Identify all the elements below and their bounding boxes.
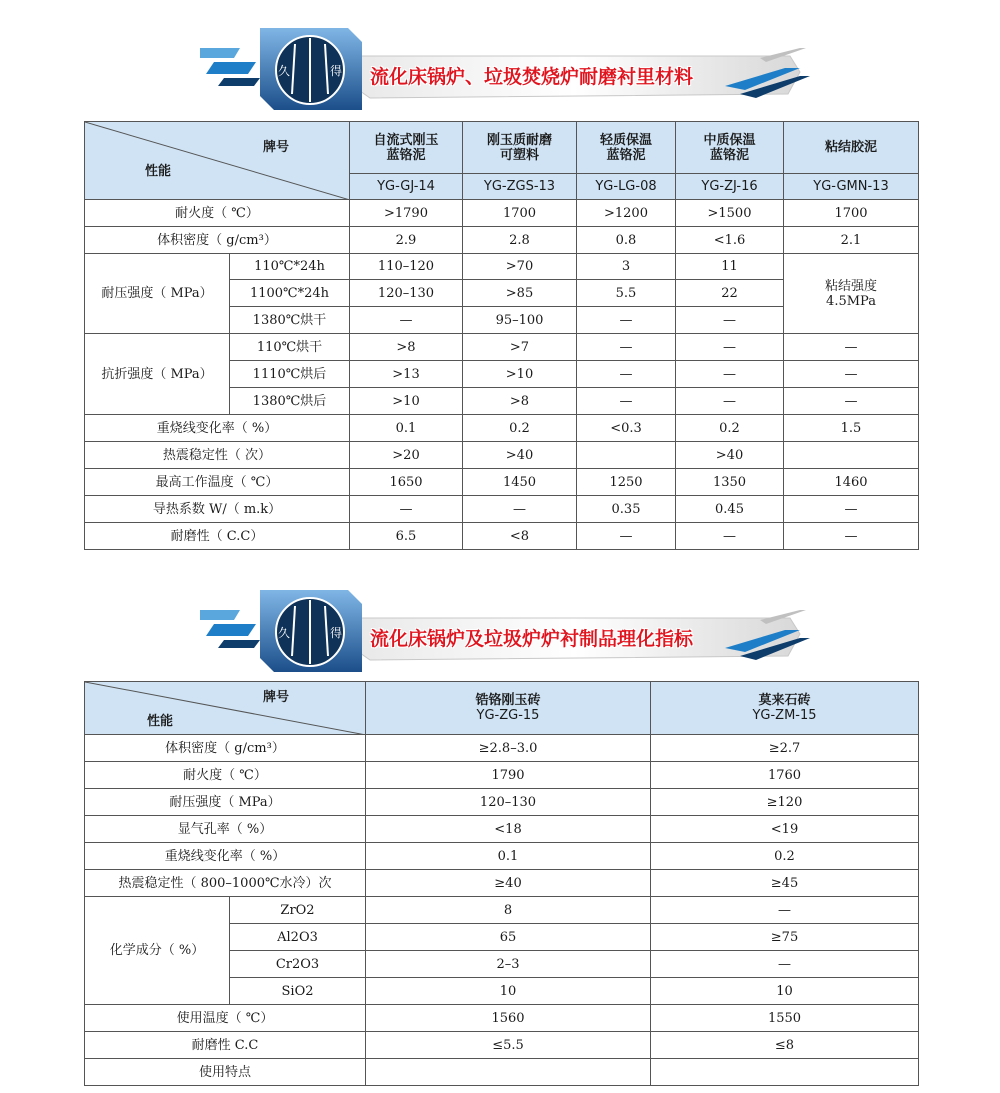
table-row (85, 843, 919, 870)
cell: — (577, 307, 676, 334)
cell: 110–120 (350, 254, 463, 280)
table-row (85, 870, 919, 897)
product-name: 自流式刚玉 蓝铬泥 (350, 122, 463, 174)
sub-label: SiO2 (230, 978, 366, 1005)
table-corner-header (85, 682, 366, 735)
table-row (85, 816, 919, 843)
product-code: YG-ZGS-13 (463, 174, 577, 200)
cell: >70 (463, 254, 577, 280)
table-row (85, 334, 919, 361)
cell: 2–3 (366, 951, 651, 978)
cell: >8 (350, 334, 463, 361)
row-label: 耐火度（ ℃） (85, 762, 366, 789)
cell: 120–130 (350, 280, 463, 307)
table-row (85, 523, 919, 550)
cell: >1500 (676, 200, 784, 227)
cell: 1550 (651, 1005, 919, 1032)
sub-label: 1380℃烘后 (230, 388, 350, 415)
cell: 1700 (784, 200, 919, 227)
cell: 1700 (463, 200, 577, 227)
corner-label-grade: 牌号 (263, 140, 290, 155)
cell: 1460 (784, 469, 919, 496)
row-label: 耐磨性（ C.C） (85, 523, 350, 550)
cell: >10 (463, 361, 577, 388)
row-label: 耐压强度（ MPa） (85, 789, 366, 816)
product-header: 莫来石砖 YG-ZM-15 (651, 682, 919, 735)
row-label: 化学成分（ %） (85, 897, 230, 1005)
row-label: 导热系数 W/（ m.k） (85, 496, 350, 523)
row-label: 体积密度（ g/cm³） (85, 735, 366, 762)
table-corner-header (85, 122, 350, 200)
row-label: 使用温度（ ℃） (85, 1005, 366, 1032)
cell: 10 (651, 978, 919, 1005)
table-row (85, 1005, 919, 1032)
merged-cell: 粘结强度 4.5MPa (784, 254, 919, 334)
cell: >7 (463, 334, 577, 361)
cell (651, 1059, 919, 1086)
cell (366, 1059, 651, 1086)
cell: — (577, 334, 676, 361)
cell: — (350, 496, 463, 523)
cell: 0.1 (366, 843, 651, 870)
cell: >1200 (577, 200, 676, 227)
cell: 1350 (676, 469, 784, 496)
cell (784, 442, 919, 469)
product-code: YG-ZJ-16 (676, 174, 784, 200)
cell: >10 (350, 388, 463, 415)
cell: 1450 (463, 469, 577, 496)
cell: 0.2 (676, 415, 784, 442)
cell: 11 (676, 254, 784, 280)
cell: ≥2.8–3.0 (366, 735, 651, 762)
table-row (85, 1032, 919, 1059)
cell: 0.45 (676, 496, 784, 523)
sub-label: 1380℃烘干 (230, 307, 350, 334)
product-code: YG-LG-08 (577, 174, 676, 200)
table-row (85, 254, 919, 280)
cell: — (577, 361, 676, 388)
cell: 120–130 (366, 789, 651, 816)
corner-label-property: 性能 (147, 714, 174, 729)
cell: — (577, 523, 676, 550)
cell: — (676, 523, 784, 550)
cell: >40 (676, 442, 784, 469)
logo-char-left: 久 (278, 64, 291, 78)
corner-label-property: 性能 (145, 164, 172, 179)
product-name: 粘结胶泥 (784, 122, 919, 174)
product-name: 刚玉质耐磨 可塑料 (463, 122, 577, 174)
sub-label: 110℃*24h (230, 254, 350, 280)
bricks-table (84, 681, 919, 1086)
cell: — (784, 496, 919, 523)
product-code: YG-GMN-13 (784, 174, 919, 200)
cell: ≥45 (651, 870, 919, 897)
cell: — (784, 334, 919, 361)
table-row (85, 442, 919, 469)
cell (577, 442, 676, 469)
cell: <19 (651, 816, 919, 843)
section-title: 流化床锅炉及垃圾炉炉衬制品理化指标 (370, 628, 694, 650)
cell: 2.1 (784, 227, 919, 254)
product-name: 轻质保温 蓝铬泥 (577, 122, 676, 174)
cell: 95–100 (463, 307, 577, 334)
cell: — (676, 388, 784, 415)
product-code: YG-GJ-14 (350, 174, 463, 200)
row-label: 热震稳定性（ 800–1000℃水冷）次 (85, 870, 366, 897)
cell: 1250 (577, 469, 676, 496)
table-row (85, 227, 919, 254)
cell: 0.8 (577, 227, 676, 254)
table-row (85, 469, 919, 496)
logo-char-right: 得 (330, 64, 343, 78)
cell: — (577, 388, 676, 415)
cell: 1760 (651, 762, 919, 789)
cell: 2.8 (463, 227, 577, 254)
row-label: 最高工作温度（ ℃） (85, 469, 350, 496)
cell: ≥120 (651, 789, 919, 816)
row-label: 使用特点 (85, 1059, 366, 1086)
row-label: 体积密度（ g/cm³） (85, 227, 350, 254)
table-row (85, 789, 919, 816)
cell: — (784, 523, 919, 550)
row-label: 耐火度（ ℃） (85, 200, 350, 227)
sub-label: Cr2O3 (230, 951, 366, 978)
product-name: 中质保温 蓝铬泥 (676, 122, 784, 174)
logo-char-left: 久 (278, 626, 291, 640)
cell: <18 (366, 816, 651, 843)
cell: 22 (676, 280, 784, 307)
sub-label: 1100℃*24h (230, 280, 350, 307)
cell: 10 (366, 978, 651, 1005)
cell: 1.5 (784, 415, 919, 442)
cell: ≤8 (651, 1032, 919, 1059)
cell: >1790 (350, 200, 463, 227)
cell: 0.2 (651, 843, 919, 870)
cell: >8 (463, 388, 577, 415)
cell: — (350, 307, 463, 334)
materials-table (84, 121, 919, 550)
row-label: 耐压强度（ MPa） (85, 254, 230, 334)
sub-label: 110℃烘干 (230, 334, 350, 361)
table-row (85, 496, 919, 523)
cell: — (784, 388, 919, 415)
cell: 5.5 (577, 280, 676, 307)
section-banner (200, 24, 810, 116)
row-label: 重烧线变化率（ %） (85, 843, 366, 870)
table-row (85, 897, 919, 924)
cell: >40 (463, 442, 577, 469)
cell: — (676, 361, 784, 388)
cell: — (463, 496, 577, 523)
cell: ≤5.5 (366, 1032, 651, 1059)
table-row (85, 1059, 919, 1086)
cell: 1790 (366, 762, 651, 789)
cell: <0.3 (577, 415, 676, 442)
table-row (85, 762, 919, 789)
cell: <1.6 (676, 227, 784, 254)
cell: 3 (577, 254, 676, 280)
cell: 1650 (350, 469, 463, 496)
product-header: 锆铬刚玉砖 YG-ZG-15 (366, 682, 651, 735)
table-row (85, 415, 919, 442)
cell: 65 (366, 924, 651, 951)
cell: 1560 (366, 1005, 651, 1032)
cell: >13 (350, 361, 463, 388)
cell: 0.1 (350, 415, 463, 442)
section-banner (200, 586, 810, 678)
sub-label: ZrO2 (230, 897, 366, 924)
cell: ≥75 (651, 924, 919, 951)
row-label: 抗折强度（ MPa） (85, 334, 230, 415)
cell: — (676, 307, 784, 334)
cell: 0.35 (577, 496, 676, 523)
table-row (85, 735, 919, 762)
row-label: 耐磨性 C.C (85, 1032, 366, 1059)
cell: 6.5 (350, 523, 463, 550)
cell: >20 (350, 442, 463, 469)
cell: — (676, 334, 784, 361)
cell: — (784, 361, 919, 388)
table-row (85, 200, 919, 227)
logo-char-right: 得 (330, 626, 343, 640)
sub-label: Al2O3 (230, 924, 366, 951)
row-label: 显气孔率（ %） (85, 816, 366, 843)
row-label: 热震稳定性（ 次） (85, 442, 350, 469)
cell: — (651, 897, 919, 924)
cell: >85 (463, 280, 577, 307)
cell: — (651, 951, 919, 978)
cell: 0.2 (463, 415, 577, 442)
cell: ≥2.7 (651, 735, 919, 762)
section-title: 流化床锅炉、垃圾焚烧炉耐磨衬里材料 (370, 66, 694, 88)
row-label: 重烧线变化率（ %） (85, 415, 350, 442)
cell: ≥40 (366, 870, 651, 897)
cell: <8 (463, 523, 577, 550)
sub-label: 1110℃烘后 (230, 361, 350, 388)
cell: 2.9 (350, 227, 463, 254)
corner-label-grade: 牌号 (263, 690, 290, 705)
cell: 8 (366, 897, 651, 924)
